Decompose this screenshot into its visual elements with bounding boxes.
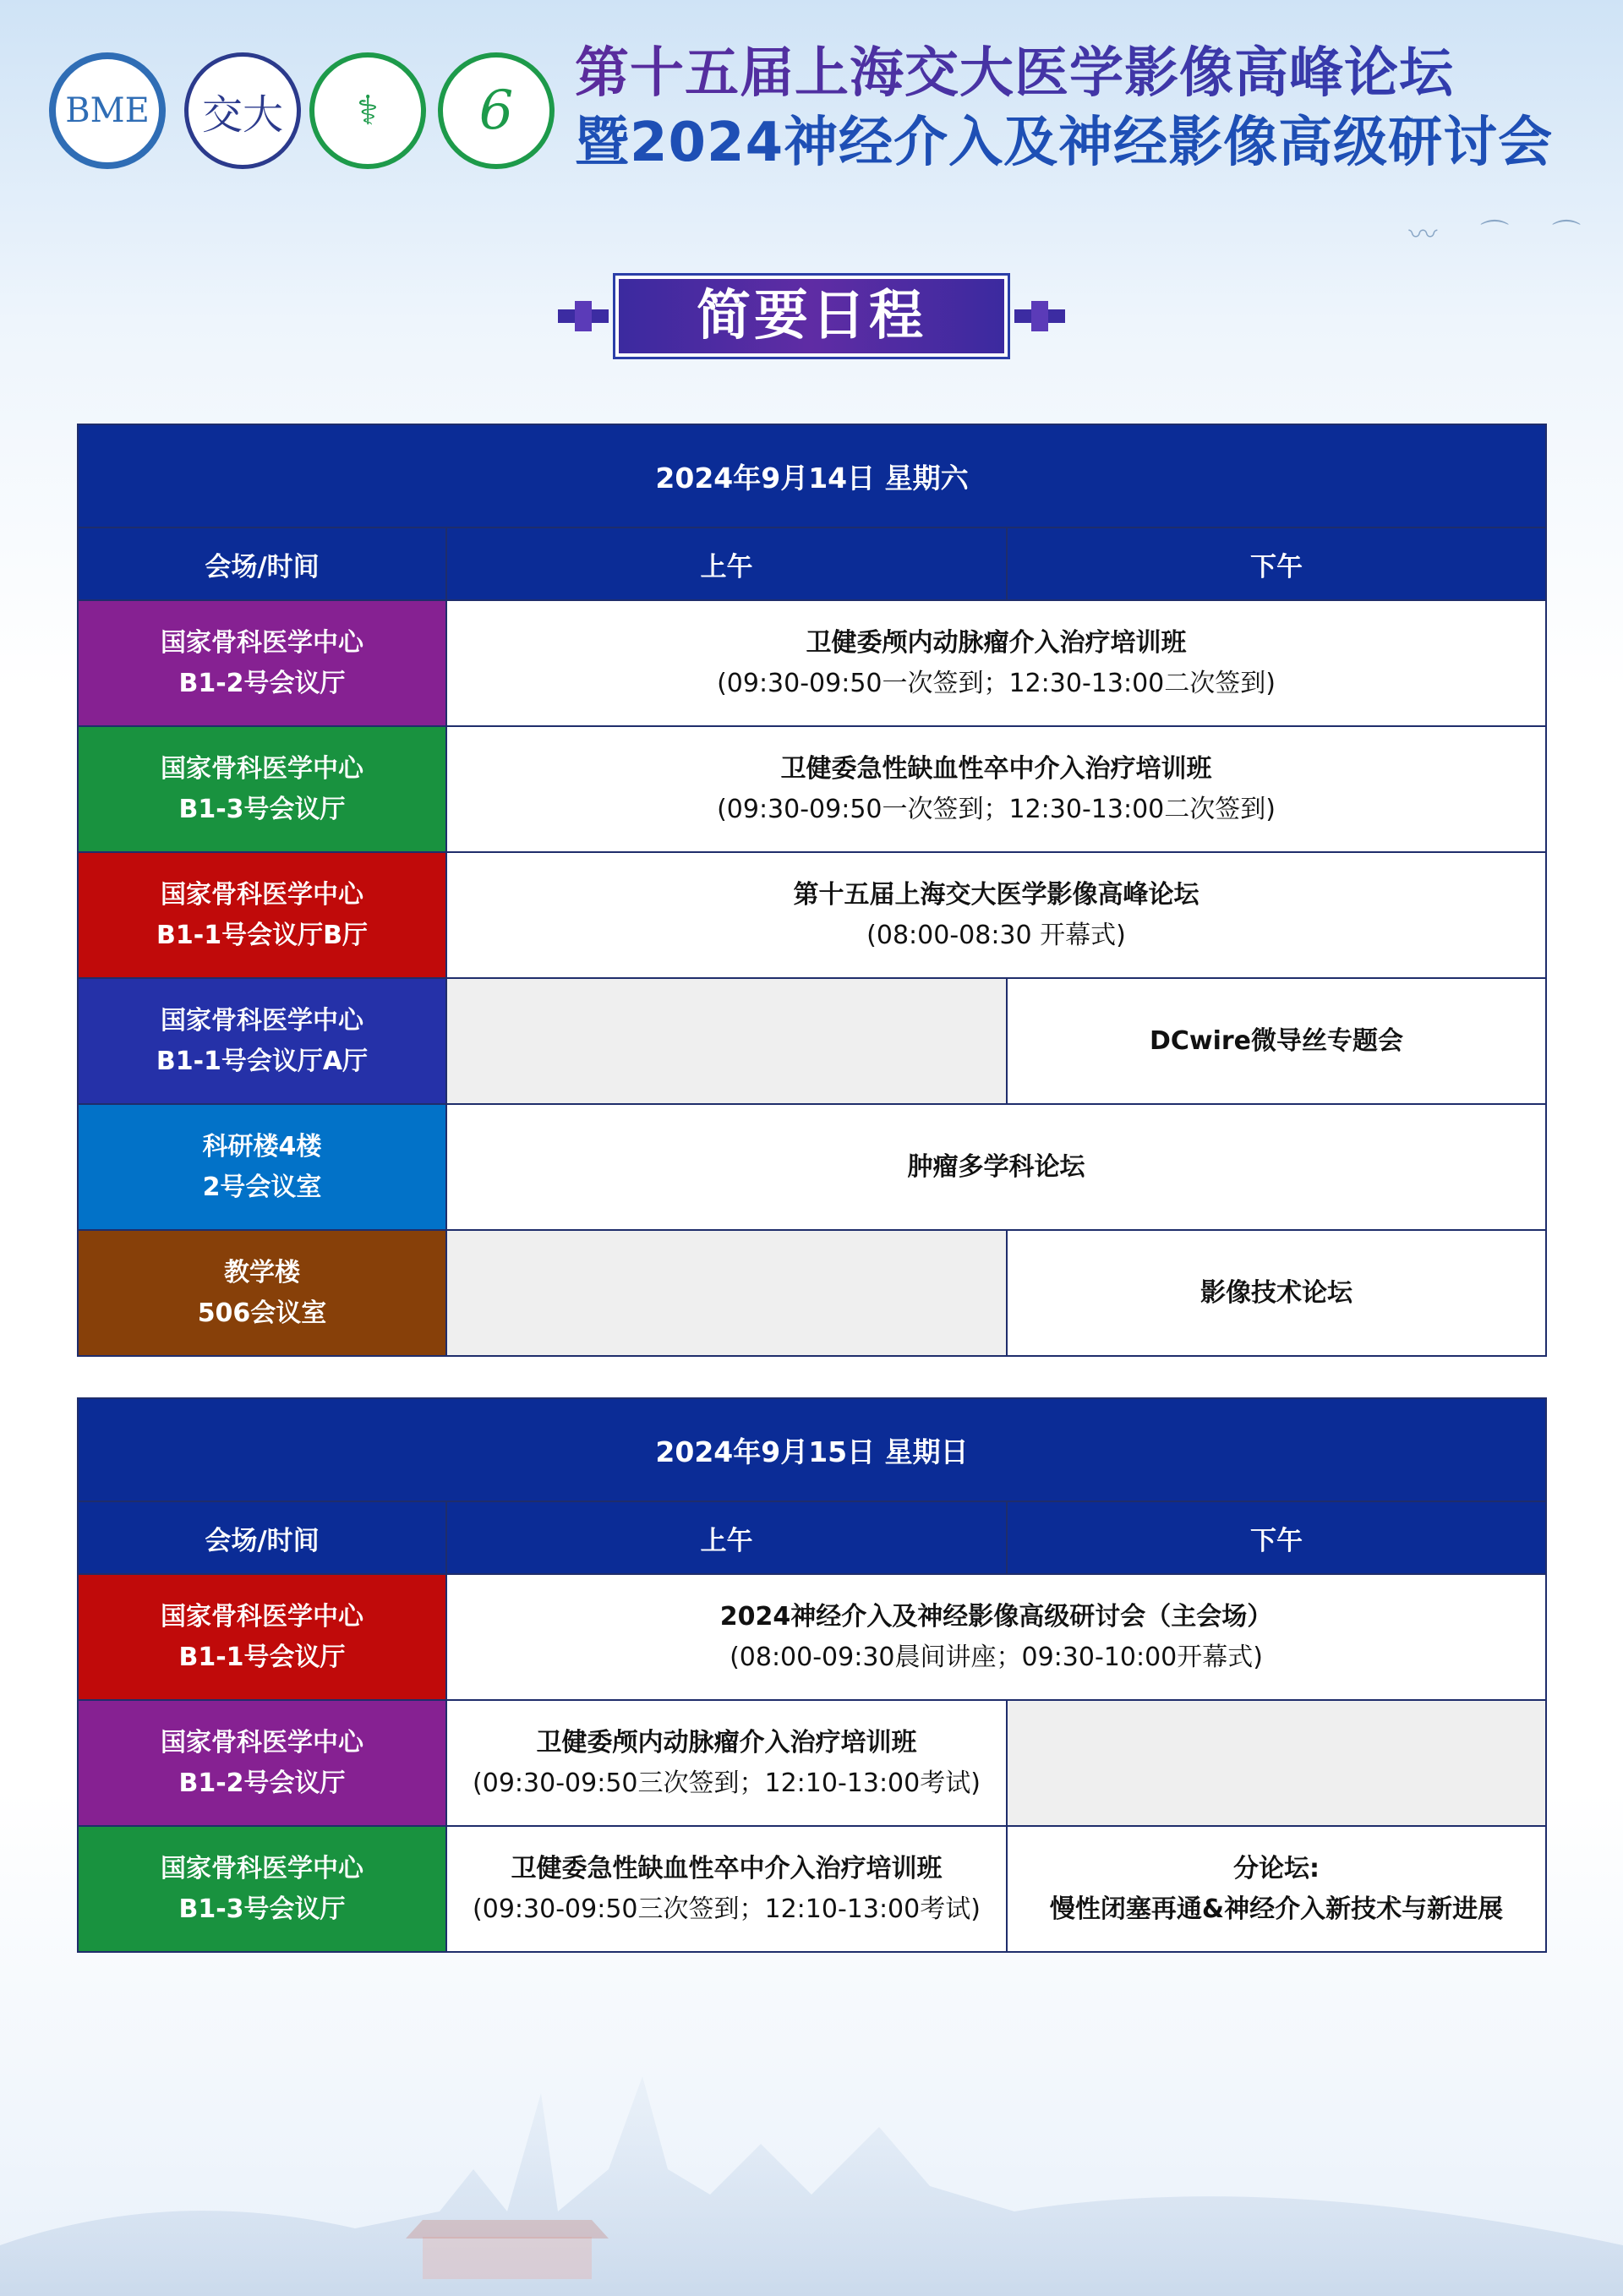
- table-row: [78, 1826, 1546, 1952]
- session-cell: [446, 1104, 1546, 1230]
- table-row: [78, 1574, 1546, 1700]
- venue-name: 国家骨科医学中心: [161, 627, 363, 658]
- session-title: 肿瘤多学科论坛: [907, 1151, 1085, 1182]
- session-title: 2024神经介入及神经影像高级研讨会（主会场）: [719, 1601, 1273, 1632]
- venue-cell: [78, 978, 446, 1104]
- schedule-table-day1: [77, 424, 1547, 1357]
- venue-cell: [78, 1826, 446, 1952]
- venue-room: B1-2号会议厅: [178, 668, 346, 698]
- venue-room: 506会议室: [197, 1298, 327, 1328]
- session-cell: [446, 726, 1546, 852]
- session-cell: [446, 600, 1546, 726]
- session-title: 影像技术论坛: [1200, 1277, 1352, 1308]
- session-time: (09:30-09:50三次签到；12:10-13:00考试): [473, 1768, 981, 1798]
- empty-cell: [1007, 1700, 1546, 1826]
- afternoon-header: 下午: [1007, 1501, 1546, 1574]
- session-title: DCwire微导丝专题会: [1149, 1025, 1404, 1056]
- venue-name: 国家骨科医学中心: [161, 1727, 363, 1758]
- conference-title: [575, 39, 1589, 178]
- morning-header: 上午: [446, 528, 1007, 600]
- venue-room: B1-3号会议厅: [178, 794, 346, 824]
- venue-time-header: 会场/时间: [78, 1501, 446, 1574]
- empty-cell: [446, 978, 1007, 1104]
- session-title: 卫健委急性缺血性卒中介入治疗培训班: [780, 753, 1212, 784]
- venue-room: B1-1号会议厅A厅: [156, 1046, 369, 1076]
- session-cell: [1007, 978, 1546, 1104]
- morning-header: 上午: [446, 1501, 1007, 1574]
- venue-cell: [78, 1230, 446, 1356]
- table-row: [78, 1700, 1546, 1826]
- session-cell: [1007, 1826, 1546, 1952]
- session-time: (09:30-09:50一次签到；12:30-13:00二次签到): [717, 794, 1276, 824]
- venue-room: B1-1号会议厅B厅: [156, 920, 368, 950]
- session-cell: [446, 1826, 1007, 1952]
- session-subtitle: 慢性闭塞再通&神经介入新技术与新进展: [1049, 1894, 1504, 1924]
- date-header: 2024年9月15日 星期日: [78, 1398, 1546, 1501]
- venue-room: B1-2号会议厅: [178, 1768, 346, 1798]
- venue-name: 国家骨科医学中心: [161, 879, 363, 910]
- venue-cell: [78, 1104, 446, 1230]
- bme-logo-icon: BME: [49, 52, 166, 169]
- session-time: (09:30-09:50一次签到；12:30-13:00二次签到): [717, 668, 1276, 698]
- session-time: (09:30-09:50三次签到；12:10-13:00考试): [473, 1894, 981, 1924]
- sjtu-logo-icon: 交大: [184, 52, 301, 169]
- venue-cell: [78, 600, 446, 726]
- table-row: [78, 726, 1546, 852]
- session-cell: [446, 1574, 1546, 1700]
- venue-name: 教学楼: [224, 1257, 300, 1287]
- session-title: 卫健委急性缺血性卒中介入治疗培训班: [511, 1853, 943, 1883]
- column-header-row: [78, 1501, 1546, 1574]
- birds-decoration-icon: 〰 ⌒ ⌒: [1408, 218, 1598, 252]
- table-row: [78, 1104, 1546, 1230]
- session-title: 卫健委颅内动脉瘤介入治疗培训班: [536, 1727, 917, 1758]
- section-title: 简要日程: [697, 285, 926, 347]
- session-time: (08:00-09:30晨间讲座；09:30-10:00开幕式): [730, 1642, 1263, 1672]
- date-row: [78, 1398, 1546, 1501]
- session-cell: [446, 852, 1546, 978]
- date-row: [78, 424, 1546, 528]
- session-title: 第十五届上海交大医学影像高峰论坛: [793, 879, 1199, 910]
- venue-time-header: 会场/时间: [78, 528, 446, 600]
- session-title: 分论坛:: [1233, 1853, 1320, 1883]
- afternoon-header: 下午: [1007, 528, 1546, 600]
- title-line-2: 暨2024神经介入及神经影像高级研讨会: [575, 112, 1554, 174]
- table-row: [78, 978, 1546, 1104]
- session-title: 卫健委颅内动脉瘤介入治疗培训班: [806, 627, 1187, 658]
- venue-cell: [78, 726, 446, 852]
- session-cell: [1007, 1230, 1546, 1356]
- venue-name: 国家骨科医学中心: [161, 753, 363, 784]
- session-cell: [446, 1700, 1007, 1826]
- page-header: [0, 0, 1623, 279]
- city-skyline-decoration: [0, 2042, 1623, 2296]
- venue-cell: [78, 1700, 446, 1826]
- hospital-logo-icon: 6: [438, 52, 555, 169]
- title-line-1: 第十五届上海交大医学影像高峰论坛: [575, 39, 1589, 108]
- table-row: [78, 600, 1546, 726]
- venue-room: 2号会议室: [202, 1172, 322, 1202]
- venue-name: 国家骨科医学中心: [161, 1005, 363, 1036]
- venue-name: 国家骨科医学中心: [161, 1601, 363, 1632]
- column-header-row: [78, 528, 1546, 600]
- session-time: (08:00-08:30 开幕式): [866, 920, 1126, 950]
- date-header: 2024年9月14日 星期六: [78, 424, 1546, 528]
- venue-name: 科研楼4楼: [202, 1131, 322, 1162]
- empty-cell: [446, 1230, 1007, 1356]
- table-row: [78, 852, 1546, 978]
- venue-room: B1-3号会议厅: [178, 1894, 346, 1924]
- table-row: [78, 1230, 1546, 1356]
- venue-name: 国家骨科医学中心: [161, 1853, 363, 1883]
- schedule-table-day2: [77, 1397, 1547, 1953]
- venue-room: B1-1号会议厅: [178, 1642, 346, 1672]
- venue-cell: [78, 852, 446, 978]
- venue-cell: [78, 1574, 446, 1700]
- section-title-banner: [558, 276, 1065, 357]
- institute-logo-icon: ⚕: [309, 52, 426, 169]
